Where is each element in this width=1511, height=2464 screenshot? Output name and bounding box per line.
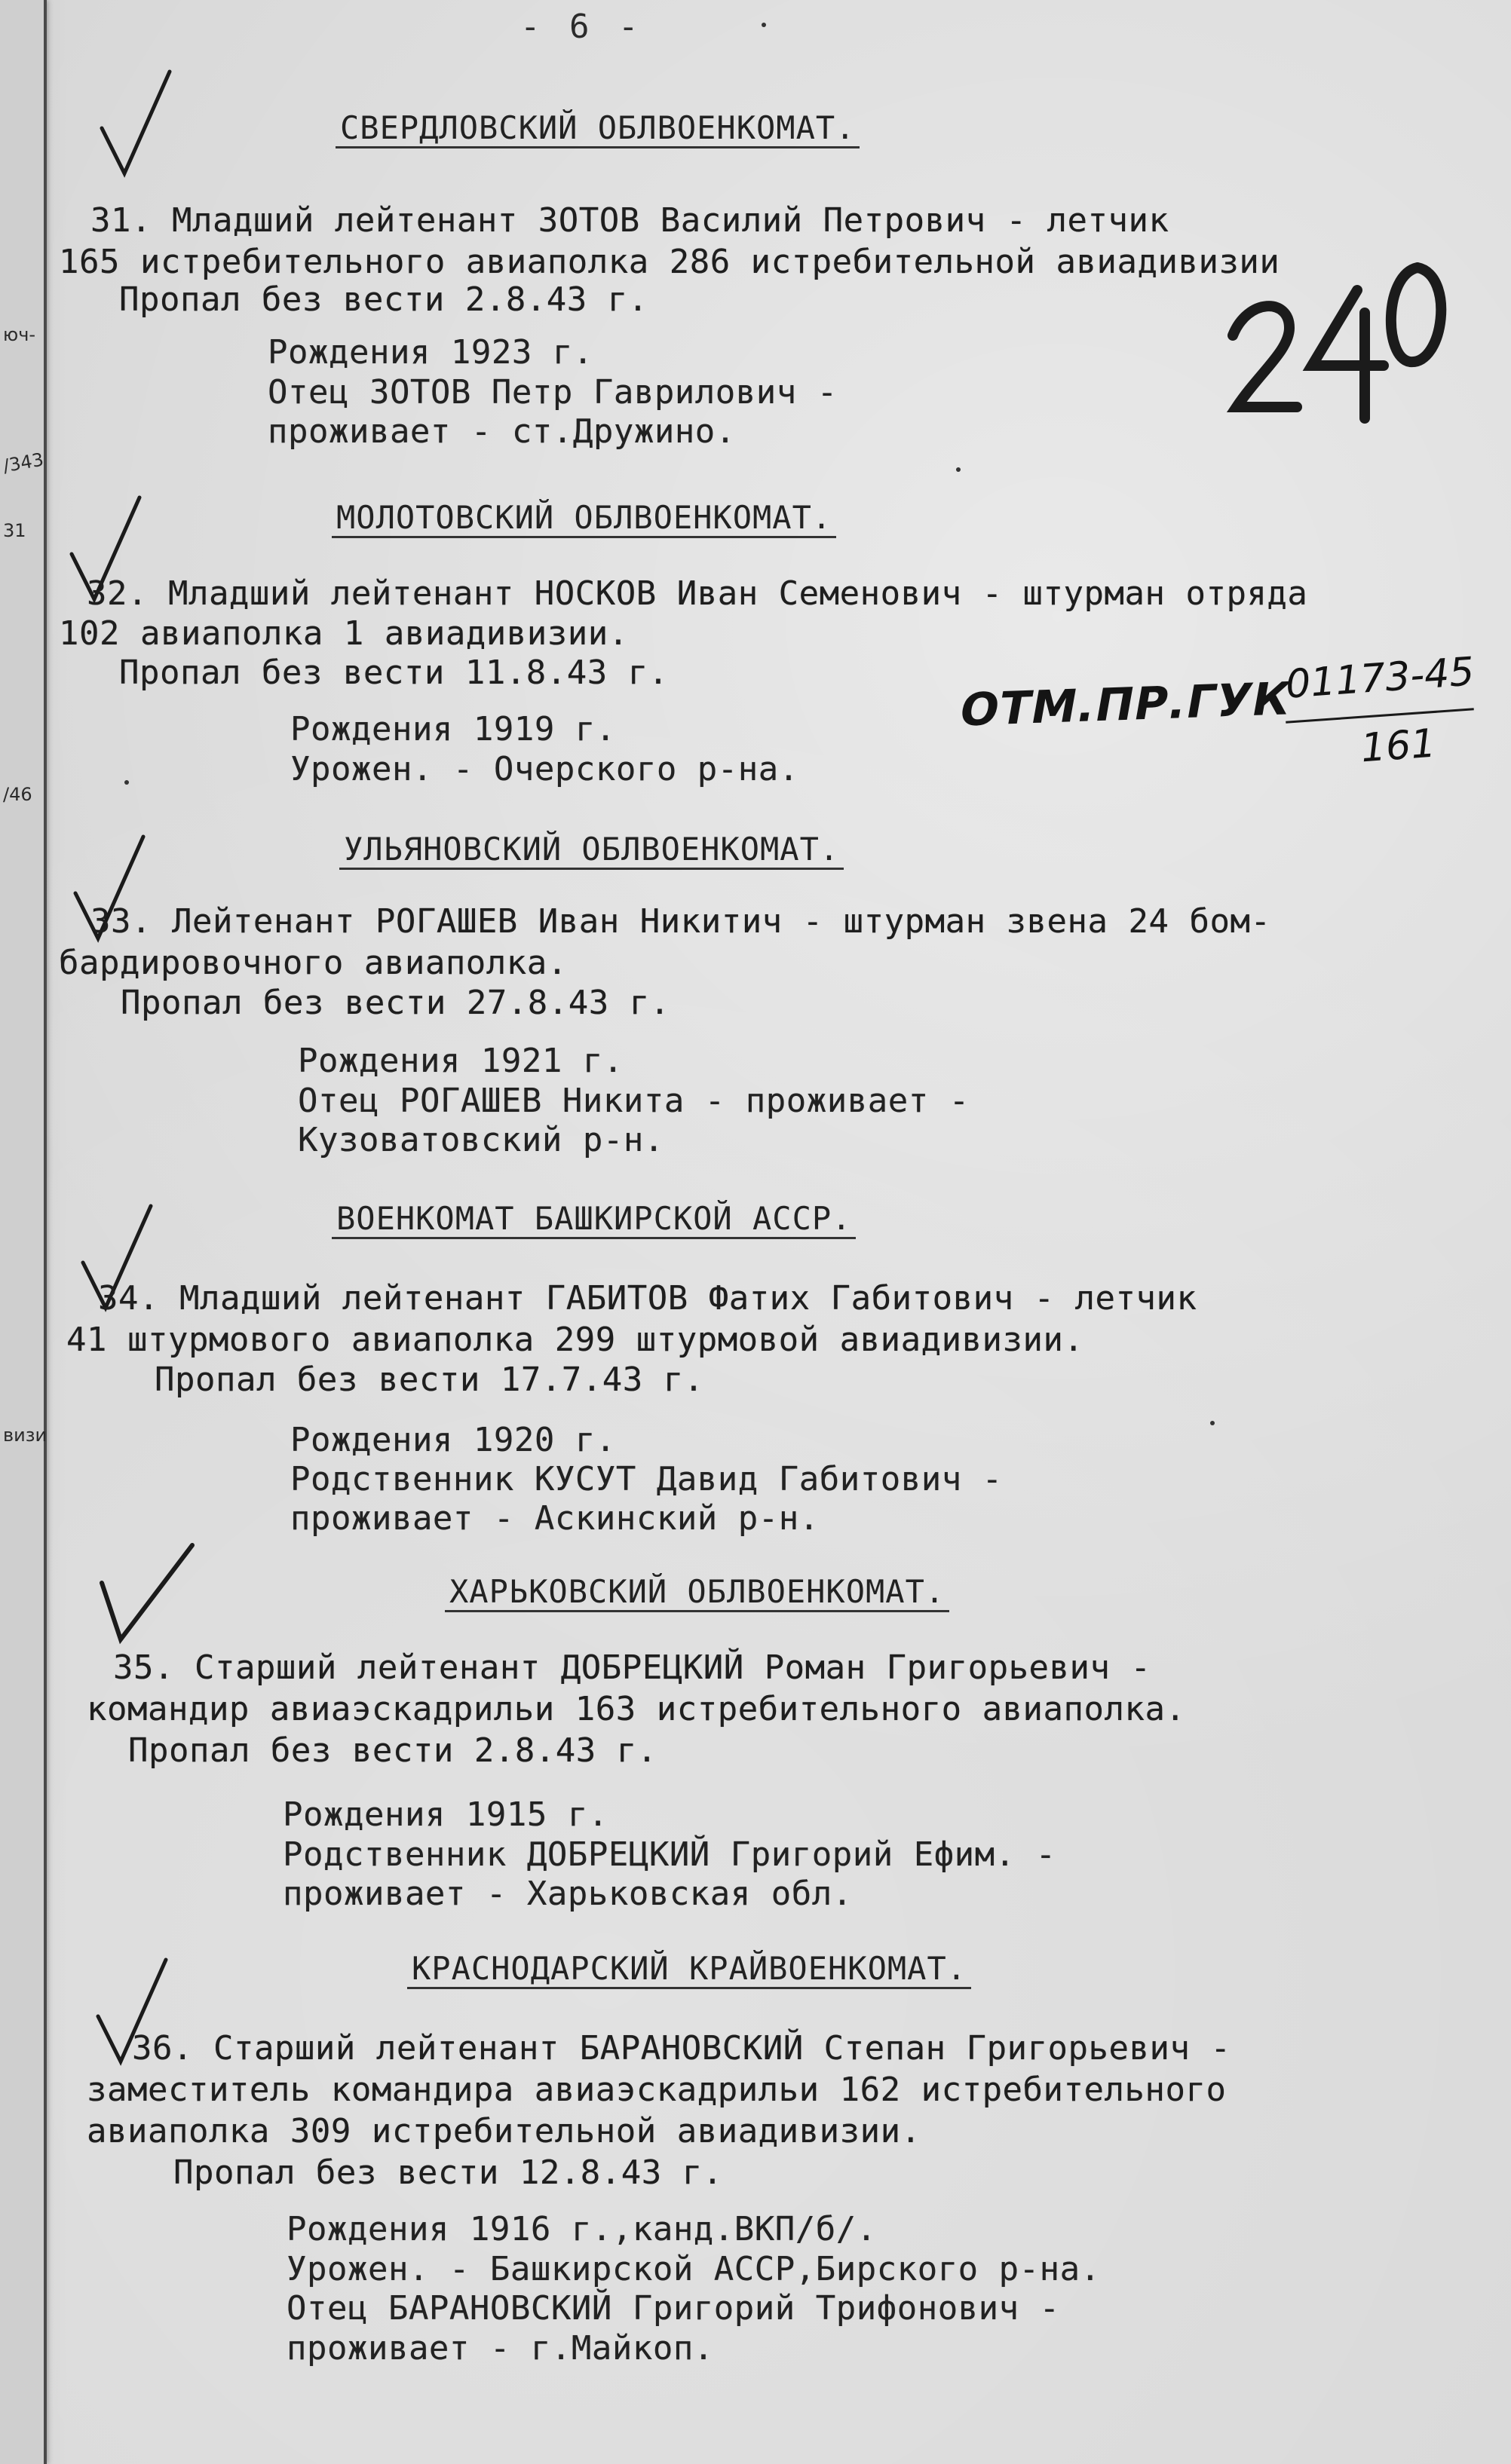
binding-margin (0, 0, 47, 2464)
entry-line: 35. Старший лейтенант ДОБРЕЦКИЙ Роман Григорьевич - (113, 1648, 1151, 1687)
detail-line: проживает - Харьковская обл. (283, 1875, 853, 1913)
entry-line: 31. Младший лейтенант ЗОТОВ Василий Петрович - летчик (90, 201, 1169, 240)
section-header: КРАСНОДАРСКИЙ КРАЙВОЕНКОМАТ. (407, 1952, 971, 1989)
margin-note: 31 (3, 520, 26, 541)
margin-note: /343 (1, 448, 45, 477)
section-header: ВОЕНКОМАТ БАШКИРСКОЙ АССР. (332, 1202, 856, 1239)
entry-line: заместитель командира авиаэскадрильи 162 истребительного (87, 2071, 1227, 2109)
section-header: ХАРЬКОВСКИЙ ОБЛВОЕНКОМАТ. (445, 1575, 949, 1612)
detail-line: Рождения 1921 г. (298, 1042, 624, 1080)
entry-line: Пропал без вести 11.8.43 г. (119, 653, 669, 692)
page-number: - 6 - (520, 8, 643, 46)
check-mark-icon (94, 1538, 200, 1651)
detail-line: проживает - г.Майкоп. (287, 2329, 714, 2368)
entry-line: авиаполка 309 истребительной авиадивизии. (87, 2112, 921, 2150)
margin-note: /46 (3, 784, 32, 805)
section-header: УЛЬЯНОВСКИЙ ОБЛВОЕНКОМАТ. (339, 833, 844, 870)
detail-line: Рождения 1916 г.,канд.ВКП/б/. (287, 2210, 877, 2248)
margin-note: визи (3, 1425, 48, 1446)
scan-speck (124, 780, 129, 785)
entry-line: бардировочного авиаполка. (59, 944, 568, 982)
entry-line: 102 авиаполка 1 авиадивизии. (59, 614, 629, 653)
entry-line: Пропал без вести 27.8.43 г. (121, 984, 670, 1022)
scan-speck (762, 23, 766, 27)
detail-line: Рождения 1923 г. (268, 333, 593, 372)
detail-line: Отец РОГАШЕВ Никита - проживает - (298, 1082, 970, 1120)
stamp-number-bottom: 161 (1359, 721, 1438, 772)
detail-line: проживает - Аскинский р-н. (290, 1499, 820, 1538)
scan-speck (1210, 1421, 1215, 1425)
detail-line: проживает - ст.Дружино. (268, 412, 736, 451)
entry-line: 41 штурмового авиаполка 299 штурмовой авиадивизии. (66, 1321, 1084, 1359)
detail-line: Урожен. - Башкирской АССР,Бирского р-на. (287, 2250, 1101, 2288)
entry-line: 36. Старший лейтенант БАРАНОВСКИЙ Степан Григорьевич - (132, 2029, 1231, 2068)
detail-line: Рождения 1920 г. (290, 1421, 616, 1459)
detail-line: Родственник ДОБРЕЦКИЙ Григорий Ефим. - (283, 1835, 1056, 1874)
stamp-number-top: 01173-45 (1284, 649, 1476, 708)
entry-line: Пропал без вести 2.8.43 г. (128, 1731, 657, 1770)
detail-line: Урожен. - Очерского р-на. (290, 750, 799, 788)
entry-line: Пропал без вести 12.8.43 г. (173, 2153, 723, 2192)
archive-stamp: ОТМ.ПР.ГУК (955, 672, 1295, 737)
detail-line: Отец БАРАНОВСКИЙ Григорий Трифонович - (287, 2289, 1060, 2328)
entry-line: 33. Лейтенант РОГАШЕВ Иван Никитич - штурман звена 24 бом- (90, 902, 1271, 941)
entry-line: 34. Младший лейтенант ГАБИТОВ Фатих Габитович - летчик (98, 1279, 1197, 1318)
entry-line: Пропал без вести 17.7.43 г. (155, 1361, 704, 1399)
detail-line: Рождения 1915 г. (283, 1795, 608, 1834)
detail-line: Кузоватовский р-н. (298, 1121, 664, 1159)
section-header: МОЛОТОВСКИЙ ОБЛВОЕНКОМАТ. (332, 501, 836, 538)
detail-line: Рождения 1919 г. (290, 710, 616, 748)
detail-line: Родственник КУСУТ Давид Габитович - (290, 1460, 1003, 1498)
entry-line: 165 истребительного авиаполка 286 истребительной авиадивизии (59, 243, 1280, 281)
margin-note: юч- (3, 324, 36, 345)
entry-line: Пропал без вести 2.8.43 г. (119, 280, 648, 319)
check-mark-icon (94, 68, 177, 181)
entry-line: командир авиаэскадрильи 163 истребительного авиаполка. (87, 1690, 1186, 1728)
scan-speck (956, 467, 961, 472)
section-header: СВЕРДЛОВСКИЙ ОБЛВОЕНКОМАТ. (336, 112, 860, 148)
stamp-fraction-line (1286, 708, 1474, 723)
entry-line: 32. Младший лейтенант НОСКОВ Иван Семенович - штурман отряда (87, 574, 1308, 613)
detail-line: Отец ЗОТОВ Петр Гаврилович - (268, 373, 838, 412)
